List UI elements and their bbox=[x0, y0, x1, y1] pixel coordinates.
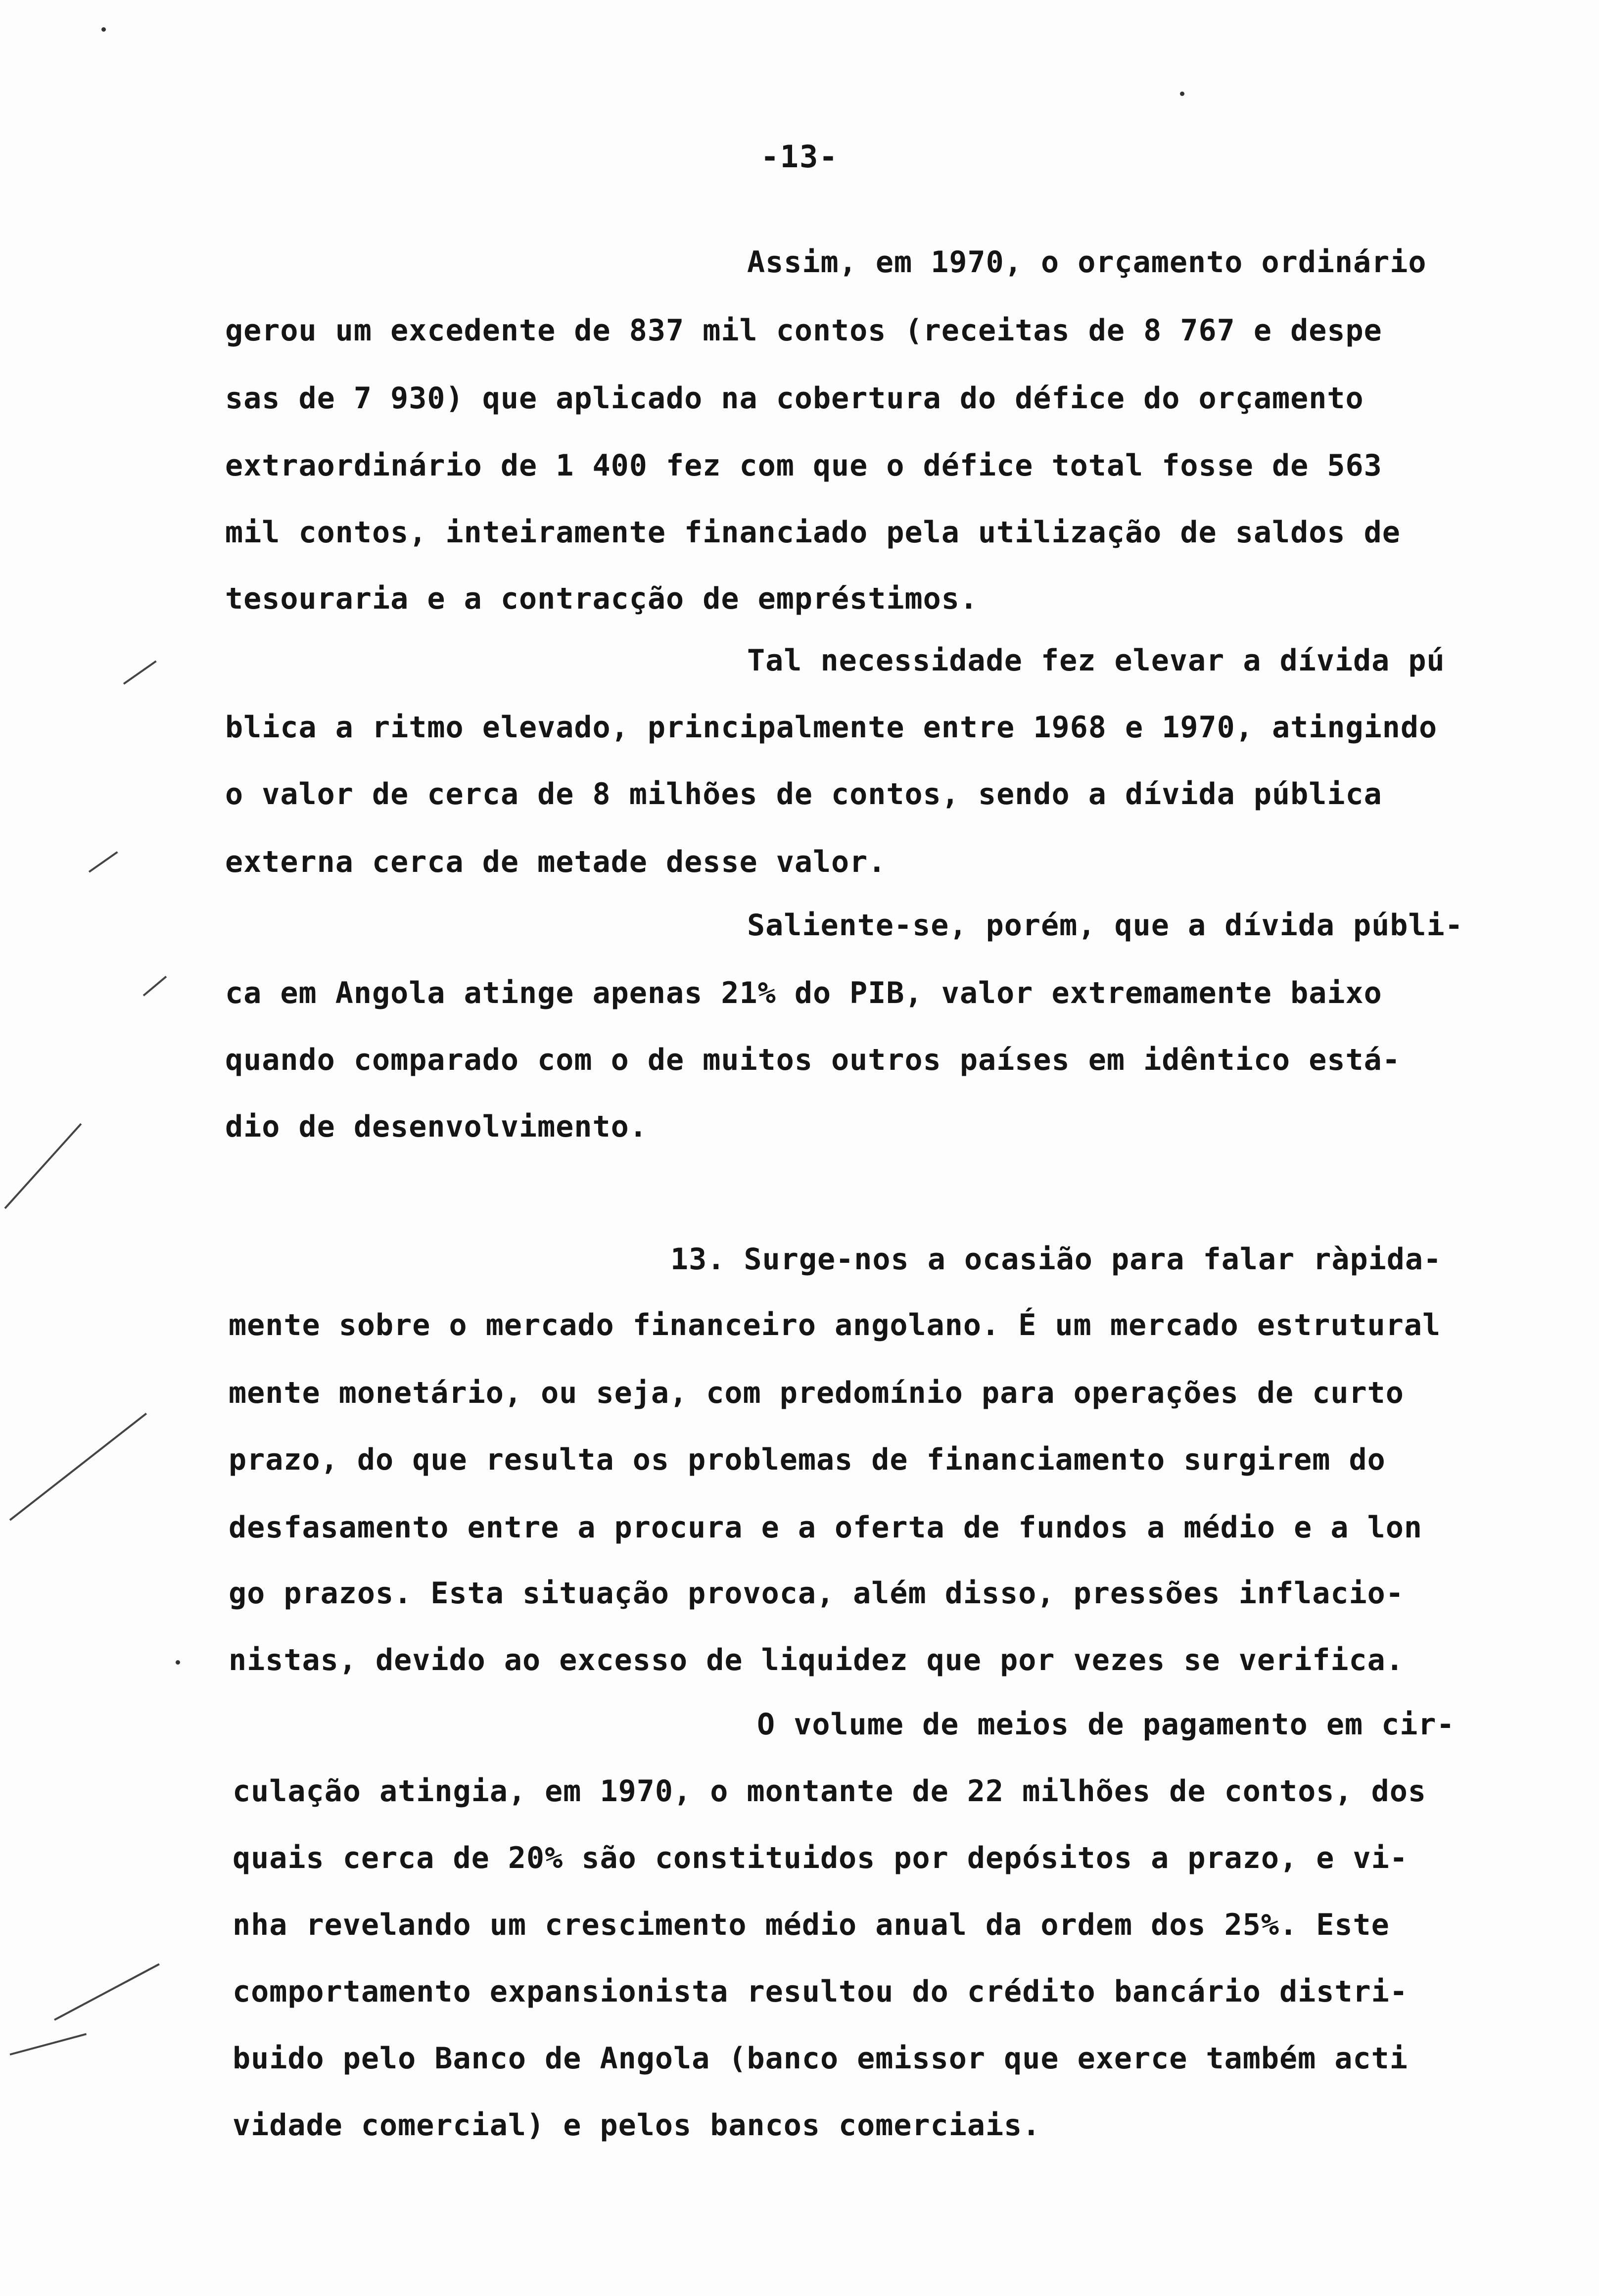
text-line: 13. Surge-nos a ocasião para falar ràpida- bbox=[670, 1242, 1442, 1277]
text-line: go prazos. Esta situação provoca, além disso, pressões inflacio- bbox=[229, 1576, 1404, 1611]
text-line: buido pelo Banco de Angola (banco emissor que exerce também acti bbox=[233, 2041, 1408, 2076]
text-line: sas de 7 930) que aplicado na cobertura do défice do orçamento bbox=[225, 381, 1364, 416]
text-line: Saliente-se, porém, que a dívida públi- bbox=[747, 908, 1463, 943]
text-line: nha revelando um crescimento médio anual da ordem dos 25%. Este bbox=[233, 1908, 1390, 1942]
scan-mark bbox=[143, 976, 167, 997]
text-line: dio de desenvolvimento. bbox=[225, 1109, 648, 1144]
text-line: blica a ritmo elevado, principalmente entre 1968 e 1970, atingindo bbox=[225, 710, 1438, 745]
scan-mark bbox=[54, 1963, 160, 2021]
text-line: tesouraria e a contracção de empréstimos. bbox=[225, 581, 979, 616]
text-line: ca em Angola atinge apenas 21% do PIB, valor extremamente baixo bbox=[225, 976, 1382, 1010]
scan-speck bbox=[1180, 92, 1184, 96]
text-line: O volume de meios de pagamento em cir- bbox=[757, 1707, 1455, 1742]
text-line: extraordinário de 1 400 fez com que o défice total fosse de 563 bbox=[225, 448, 1382, 483]
text-line: externa cerca de metade desse valor. bbox=[225, 845, 887, 879]
scan-speck bbox=[176, 1660, 180, 1665]
text-line: vidade comercial) e pelos bancos comerciais. bbox=[233, 2108, 1041, 2143]
scan-mark bbox=[9, 1413, 147, 1521]
text-line: quais cerca de 20% são constituidos por depósitos a prazo, e vi- bbox=[233, 1841, 1408, 1875]
text-line: quando comparado com o de muitos outros países em idêntico está- bbox=[225, 1043, 1401, 1077]
scan-mark bbox=[4, 1123, 82, 1209]
text-line: culação atingia, em 1970, o montante de 22 milhões de contos, dos bbox=[233, 1774, 1426, 1809]
text-line: gerou um excedente de 837 mil contos (receitas de 8 767 e despe bbox=[225, 313, 1382, 348]
text-line: mente sobre o mercado financeiro angolano. É um mercado estrutural bbox=[229, 1308, 1441, 1342]
scan-mark bbox=[123, 660, 157, 684]
text-line: mente monetário, ou seja, com predomínio para operações de curto bbox=[229, 1376, 1404, 1410]
text-line: mil contos, inteiramente financiado pela utilização de saldos de bbox=[225, 515, 1401, 550]
text-line: comportamento expansionista resultou do crédito bancário distri- bbox=[233, 1974, 1408, 2009]
scan-mark bbox=[89, 851, 118, 872]
text-line: nistas, devido ao excesso de liquidez que por vezes se verifica. bbox=[229, 1643, 1404, 1677]
scan-mark bbox=[9, 2033, 87, 2056]
text-line: prazo, do que resulta os problemas de financiamento surgirem do bbox=[229, 1442, 1386, 1477]
text-line: Tal necessidade fez elevar a dívida pú bbox=[747, 643, 1445, 678]
text-line: Assim, em 1970, o orçamento ordinário bbox=[747, 245, 1427, 280]
page-number: -13- bbox=[760, 139, 839, 175]
text-line: desfasamento entre a procura e a oferta de fundos a médio e a lon bbox=[229, 1510, 1422, 1545]
text-line: o valor de cerca de 8 milhões de contos, sendo a dívida pública bbox=[225, 777, 1382, 812]
scan-speck bbox=[101, 27, 106, 32]
